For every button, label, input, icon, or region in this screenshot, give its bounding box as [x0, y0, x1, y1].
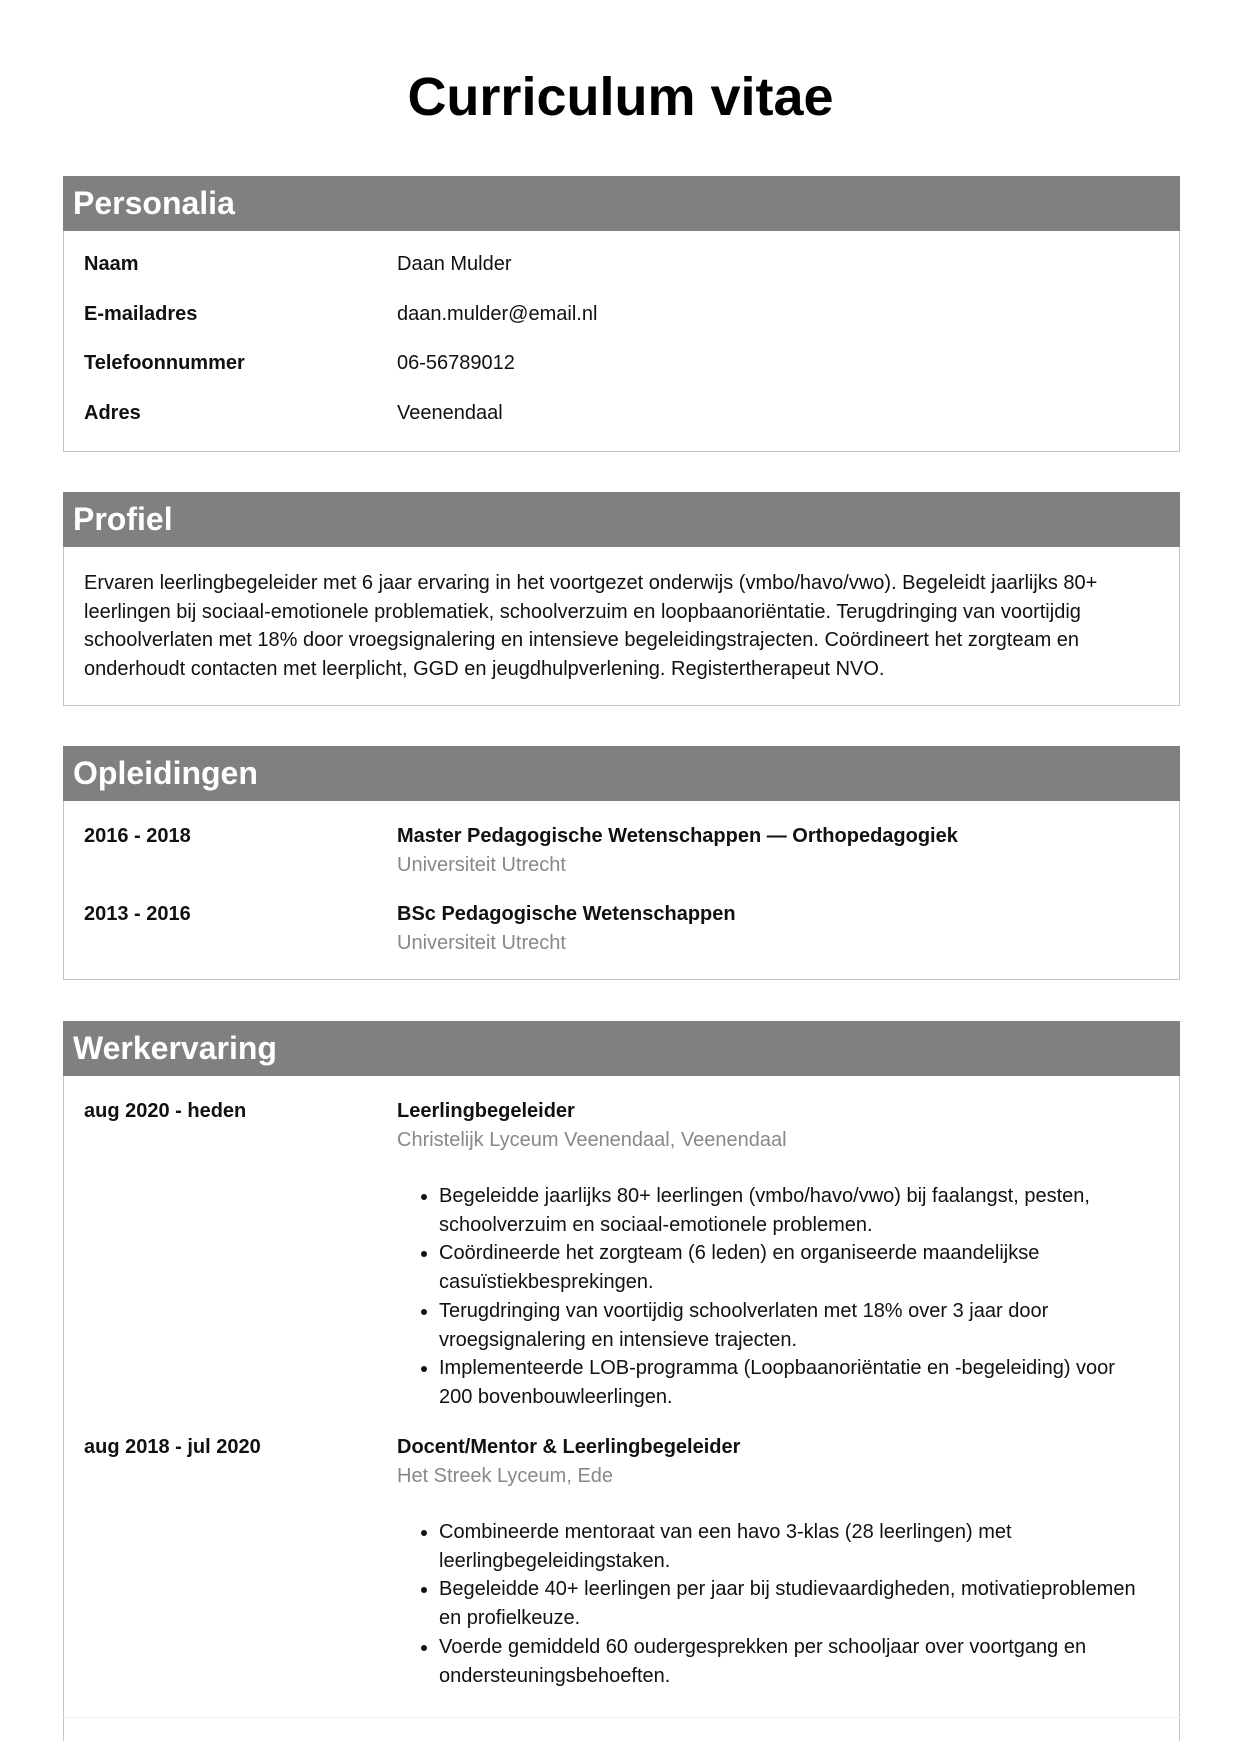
employer: Het Streek Lyceum, Ede — [397, 1465, 614, 1487]
work-entry — [64, 1433, 1179, 1690]
personalia-row-address — [64, 402, 1179, 452]
page-title: Curriculum vitae — [407, 67, 834, 127]
employer: Christelijk Lyceum Veenendaal, Veenendaal — [397, 1129, 787, 1151]
education-institution: Universiteit Utrecht — [397, 932, 566, 954]
field-label: E-mailadres — [84, 302, 198, 325]
list-item: • Implementeerde LOB-programma (Loopbaanoriëntatie en -begeleiding) voor 200 bovenbouwleerlingen. — [439, 1354, 1149, 1411]
list-item: • Begeleidde 40+ leerlingen per jaar bij studievaardigheden, motivatieproblemen en profielkeuze. — [439, 1575, 1149, 1632]
personalia-row-name — [64, 253, 1179, 303]
page-bottom-divider — [63, 1717, 1180, 1718]
personalia-section — [63, 176, 1180, 452]
education-title: Master Pedagogische Wetenschappen — Orthopedagogiek — [397, 825, 958, 847]
field-value: daan.mulder@email.nl — [397, 302, 598, 325]
opleidingen-heading: Opleidingen — [63, 746, 1180, 801]
work-achievements — [397, 1518, 1179, 1690]
personalia-row-email — [64, 303, 1179, 353]
education-title: BSc Pedagogische Wetenschappen — [397, 903, 736, 925]
list-item: • Begeleidde jaarlijks 80+ leerlingen (vmbo/havo/vwo) bij faalangst, pesten, schoolverzuim en sociaal-emotionele problemen. — [439, 1182, 1149, 1239]
education-entry — [64, 822, 1179, 900]
field-label: Naam — [84, 253, 139, 275]
job-title: Leerlingbegeleider — [397, 1100, 575, 1122]
werkervaring-section — [63, 1021, 1180, 1741]
field-value: Veenendaal — [397, 401, 503, 424]
education-period: 2016 - 2018 — [84, 825, 191, 847]
field-value: 06-56789012 — [397, 352, 515, 374]
opleidingen-section — [63, 746, 1180, 980]
work-period: aug 2018 - jul 2020 — [84, 1436, 261, 1458]
education-entry — [64, 900, 1179, 958]
list-item: • Coördineerde het zorgteam (6 leden) en organiseerde maandelijkse casuïstiekbesprekingen. — [439, 1239, 1149, 1296]
list-item: • Combineerde mentoraat van een havo 3-klas (28 leerlingen) met leerlingbegeleidingstaken. — [439, 1518, 1149, 1575]
personalia-row-phone — [64, 352, 1179, 402]
profile-summary: Ervaren leerlingbegeleider met 6 jaar ervaring in het voortgezet onderwijs (vmbo/havo/vwo). Begeleidt jaarlijks 80+ leerlingen bij sociaal-emotionele problematiek, schoolverzuim en loopbaanoriëntatie. Terugdringing van voortijdig schoolverlaten met 18% door vroegsignalering en intensieve begeleidingstrajecten. Coördineert het zorgteam en onderhoudt contacten met leerplicht, GGD en jeugdhulpverlening. Registertherapeut NVO. — [84, 572, 1098, 681]
work-achievements — [397, 1182, 1179, 1412]
job-title: Docent/Mentor & Leerlingbegeleider — [397, 1436, 741, 1458]
work-entry — [64, 1097, 1179, 1433]
field-value: Daan Mulder — [397, 253, 512, 275]
work-period: aug 2020 - heden — [84, 1100, 247, 1122]
field-label: Telefoonnummer — [84, 352, 245, 374]
list-item: • Terugdringing van voortijdig schoolverlaten met 18% over 3 jaar door vroegsignalering en intensieve trajecten. — [439, 1297, 1149, 1354]
werkervaring-heading: Werkervaring — [63, 1021, 1180, 1076]
profiel-heading: Profiel — [63, 492, 1180, 547]
education-period: 2013 - 2016 — [84, 903, 191, 925]
field-label: Adres — [84, 401, 141, 424]
list-item: • Voerde gemiddeld 60 oudergesprekken per schooljaar over voortgang en ondersteuningsbehoeften. — [439, 1633, 1149, 1690]
profiel-section — [63, 492, 1180, 706]
education-institution: Universiteit Utrecht — [397, 854, 566, 876]
personalia-heading: Personalia — [63, 176, 1180, 231]
